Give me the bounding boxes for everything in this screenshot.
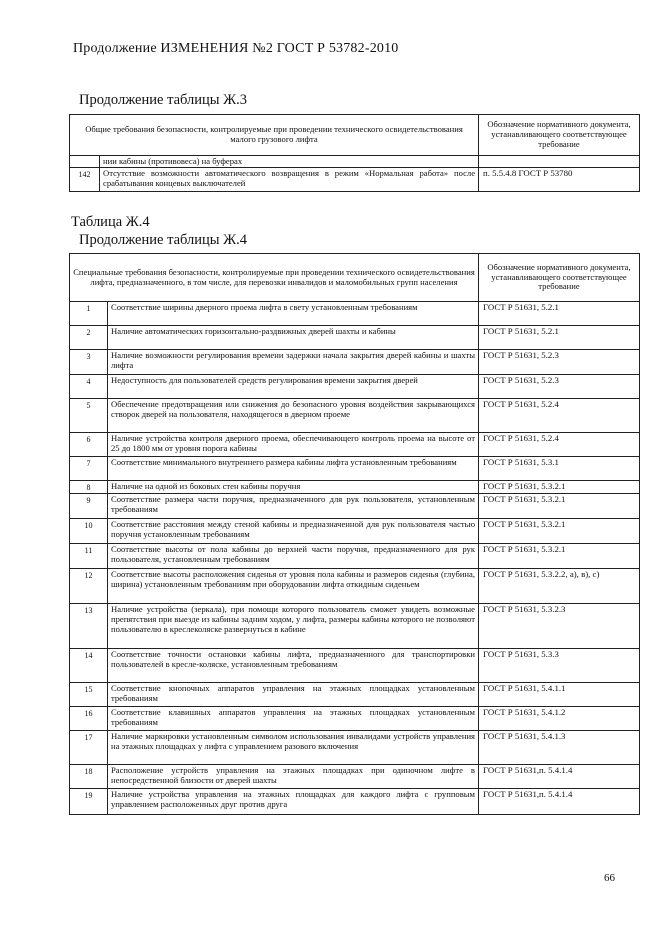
table-row	[70, 764, 640, 788]
row-document-ref: ГОСТ Р 51631, 5.4.1.2	[479, 706, 640, 730]
table-row	[70, 433, 640, 457]
row-document-ref: ГОСТ Р 51631, 5.3.2.1	[479, 493, 640, 518]
table-row	[70, 350, 640, 375]
row-number: 16	[70, 706, 108, 730]
table-row	[70, 167, 640, 191]
row-number: 12	[70, 568, 108, 603]
row-document-ref: ГОСТ Р 51631, 5.2.4	[479, 399, 640, 433]
table-row	[70, 518, 640, 543]
table-z3-col-requirements: Общие требования безопасности, контролируемые при проведении технического освидетельствования малого грузового лифта	[70, 115, 479, 156]
table-row	[70, 603, 640, 648]
row-number: 14	[70, 648, 108, 682]
table-row	[70, 648, 640, 682]
row-document-ref: ГОСТ Р 51631, 5.2.4	[479, 433, 640, 457]
row-document-ref: ГОСТ Р 51631, 5.3.2.3	[479, 603, 640, 648]
row-requirement: Недоступность для пользователей средств регулирования времени закрытия дверей	[108, 375, 479, 399]
table-row	[70, 706, 640, 730]
row-document-ref: ГОСТ Р 51631, 5.3.1	[479, 457, 640, 481]
row-requirement: Соответствие кнопочных аппаратов управления на этажных площадках установленным требованиям	[108, 682, 479, 706]
row-document-ref: п. 5.5.4.8 ГОСТ Р 53780	[479, 167, 640, 191]
table-row	[70, 730, 640, 764]
table-z4-title: Таблица Ж.4	[71, 214, 150, 230]
row-document-ref	[479, 156, 640, 168]
row-requirement: Наличие автоматических горизонтально-раздвижных дверей шахты и кабины	[108, 326, 479, 350]
row-number: 3	[70, 350, 108, 375]
row-requirement: Наличие устройства контроля дверного проема, обеспечивающего контроль проема на высоте от 25 до 1800 мм от уровня порога кабины	[108, 433, 479, 457]
row-number: 18	[70, 764, 108, 788]
table-row	[70, 568, 640, 603]
table-row	[70, 481, 640, 494]
row-number: 8	[70, 481, 108, 494]
row-requirement: Соответствие ширины дверного проема лифта в свету установленным требованиям	[108, 302, 479, 326]
row-requirement: Соответствие точности остановки кабины лифта, предназначенного для транспортировки пользователей в кресле-коляске, установленным требованиям	[108, 648, 479, 682]
table-z3-col-document: Обозначение нормативного документа, устанавливающего соответствующее требование	[479, 115, 640, 156]
row-requirement: Соответствие размера части поручня, предназначенного для рук пользователя, установленным требованиям	[108, 493, 479, 518]
row-requirement: Соответствие расстояния между стеной кабины и предназначенной для рук пользователя частью поручня установленным требованиям	[108, 518, 479, 543]
row-requirement: Наличие устройства (зеркала), при помощи которого пользователь сможет увидеть возможные препятствия при выезде из кабины задним ходом, у лифта, размеры кабины которого не позволяют пользователю в креслеколяске развернуться в кабине	[108, 603, 479, 648]
page-header: Продолжение ИЗМЕНЕНИЯ №2 ГОСТ Р 53782-2010	[73, 41, 399, 56]
row-requirement: Наличие устройства управления на этажных площадках для каждого лифта с групповым управлением расположенных друг против друга	[108, 788, 479, 814]
table-z4	[69, 253, 640, 815]
row-requirement: Соответствие клавишных аппаратов управления на этажных площадках установленным требованиям	[108, 706, 479, 730]
row-document-ref: ГОСТ Р 51631, 5.2.3	[479, 350, 640, 375]
row-number: 11	[70, 543, 108, 568]
row-number: 15	[70, 682, 108, 706]
page-number: 66	[604, 872, 615, 884]
table-row	[70, 543, 640, 568]
table-row	[70, 302, 640, 326]
row-document-ref: ГОСТ Р 51631,п. 5.4.1.4	[479, 764, 640, 788]
table-row	[70, 682, 640, 706]
row-number: 13	[70, 603, 108, 648]
table-z3-caption: Продолжение таблицы Ж.3	[79, 92, 248, 108]
table-row	[70, 493, 640, 518]
row-document-ref: ГОСТ Р 51631, 5.4.1.1	[479, 682, 640, 706]
row-number	[70, 156, 100, 168]
table-row	[70, 375, 640, 399]
table-row	[70, 399, 640, 433]
row-number: 17	[70, 730, 108, 764]
row-document-ref: ГОСТ Р 51631, 5.2.1	[479, 326, 640, 350]
table-row	[70, 326, 640, 350]
row-document-ref: ГОСТ Р 51631, 5.2.3	[479, 375, 640, 399]
row-document-ref: ГОСТ Р 51631,п. 5.4.1.4	[479, 788, 640, 814]
row-number: 2	[70, 326, 108, 350]
row-document-ref: ГОСТ Р 51631, 5.3.2.1	[479, 543, 640, 568]
row-number: 6	[70, 433, 108, 457]
row-requirement: Отсутствие возможности автоматического возвращения в режим «Нормальная работа» после срабатывания концевых выключателей	[100, 167, 479, 191]
row-number: 10	[70, 518, 108, 543]
table-z4-header-row	[70, 254, 640, 302]
row-document-ref: ГОСТ Р 51631, 5.3.2.2, а), в), с)	[479, 568, 640, 603]
row-number: 1	[70, 302, 108, 326]
table-row	[70, 156, 640, 168]
row-number: 5	[70, 399, 108, 433]
row-requirement: Наличие возможности регулирования времени задержки начала закрытия дверей кабины и шахты лифта	[108, 350, 479, 375]
row-requirement: Обеспечение предотвращения или снижения до безопасного уровня воздействия закрывающихся створок дверей на пользователя, находящегося в дверном проеме	[108, 399, 479, 433]
row-requirement: Наличие на одной из боковых стен кабины поручня	[108, 481, 479, 494]
table-row	[70, 457, 640, 481]
table-row	[70, 788, 640, 814]
row-document-ref: ГОСТ Р 51631, 5.4.1.3	[479, 730, 640, 764]
row-requirement: Соответствие высоты от пола кабины до верхней части поручня, предназначенного для рук пользователя, установленным требованиям	[108, 543, 479, 568]
row-document-ref: ГОСТ Р 51631, 5.2.1	[479, 302, 640, 326]
row-requirement: нии кабины (противовеса) на буферах	[100, 156, 479, 168]
row-document-ref: ГОСТ Р 51631, 5.3.3	[479, 648, 640, 682]
row-number: 19	[70, 788, 108, 814]
table-z4-col-requirements: Специальные требования безопасности, контролируемые при проведении технического освидетельствования лифта, предназначенного, в том числе, для перевозки инвалидов и маломобильных групп населения	[70, 254, 479, 302]
row-requirement: Соответствие высоты расположения сиденья от уровня пола кабины и размеров сиденья (глубина, ширина) установленным требованиям при оборудовании лифта откидным сиденьем	[108, 568, 479, 603]
row-number: 7	[70, 457, 108, 481]
row-number: 4	[70, 375, 108, 399]
row-document-ref: ГОСТ Р 51631, 5.3.2.1	[479, 481, 640, 494]
table-z3-header-row	[70, 115, 640, 156]
row-requirement: Наличие маркировки установленным символом использования инвалидами устройств управления на этажных площадках у лифта с управлением разового включения	[108, 730, 479, 764]
table-z4-caption: Продолжение таблицы Ж.4	[79, 232, 248, 248]
row-number: 142	[70, 167, 100, 191]
row-number: 9	[70, 493, 108, 518]
row-requirement: Расположение устройств управления на этажных площадках при одиночном лифте в непосредственной близости от дверей шахты	[108, 764, 479, 788]
table-z3	[69, 114, 640, 192]
row-document-ref: ГОСТ Р 51631, 5.3.2.1	[479, 518, 640, 543]
table-z4-col-document: Обозначение нормативного документа, устанавливающего соответствующее требование	[479, 254, 640, 302]
row-requirement: Соответствие минимального внутреннего размера кабины лифта установленным требованиям	[108, 457, 479, 481]
